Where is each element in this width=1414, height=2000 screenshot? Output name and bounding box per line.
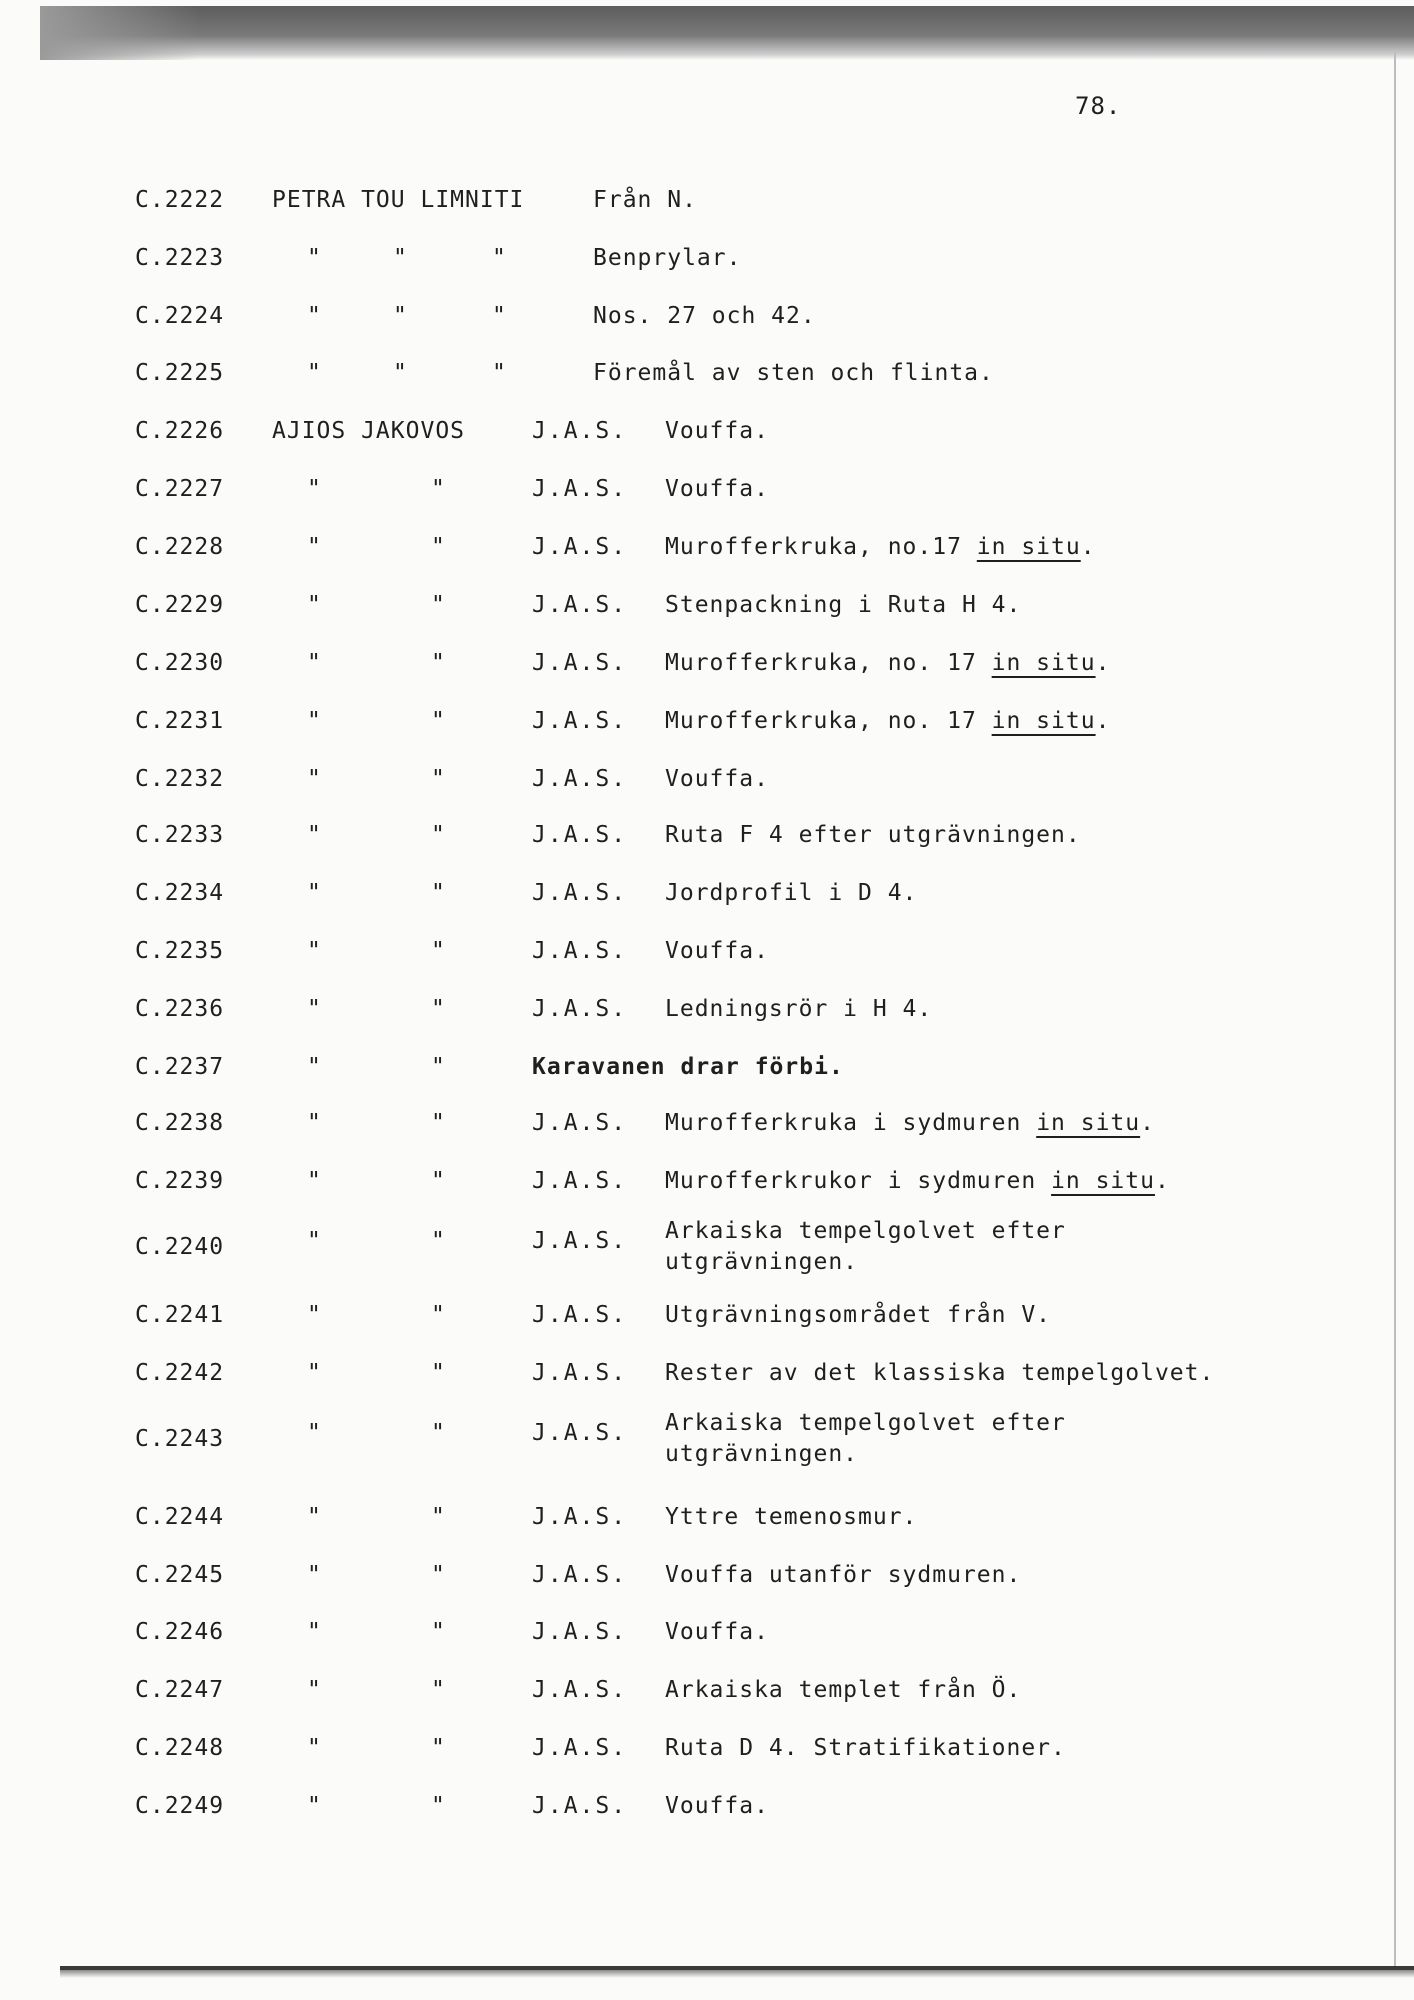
entry-number: C.2224 [135, 303, 225, 329]
ditto-mark: " [307, 996, 321, 1022]
entry-source: J.A.S. [532, 1228, 628, 1254]
catalogue-entry [0, 416, 1414, 468]
ditto-mark: " [393, 303, 407, 329]
entry-source: J.A.S. [532, 880, 628, 906]
catalogue-entry [0, 1617, 1414, 1669]
entry-source: J.A.S. [532, 1677, 628, 1703]
ditto-mark: " [431, 476, 445, 502]
description-tail: . [1080, 534, 1096, 560]
entry-source: J.A.S. [532, 1619, 628, 1645]
entry-source: J.A.S. [532, 1420, 628, 1446]
ditto-mark: " [307, 766, 321, 792]
catalogue-entry [0, 358, 1414, 410]
catalogue-entry [0, 185, 1414, 237]
description-text: Murofferkrukor i sydmuren [665, 1168, 1052, 1194]
catalogue-entry [0, 243, 1414, 295]
entry-description: Vouffa. [665, 1619, 769, 1645]
in-situ-underlined: in situ [1051, 1168, 1155, 1194]
entry-source: J.A.S. [532, 708, 628, 734]
ditto-mark: " [307, 1420, 321, 1446]
ditto-mark: " [431, 1504, 445, 1530]
entry-number: C.2230 [135, 650, 225, 676]
catalogue-entry [0, 1166, 1414, 1218]
entry-description: Benprylar. [593, 245, 742, 271]
entry-source: J.A.S. [532, 650, 628, 676]
entry-description: Vouffa. [665, 938, 769, 964]
entry-number: C.2231 [135, 708, 225, 734]
ditto-mark: " [307, 592, 321, 618]
entry-number: C.2227 [135, 476, 225, 502]
entry-number: C.2240 [135, 1234, 225, 1260]
description-text: Murofferkruka, no. 17 [665, 708, 992, 734]
ditto-mark: " [431, 1677, 445, 1703]
catalogue-entry [0, 648, 1414, 700]
page-number: 78. [1075, 92, 1122, 120]
description-tail: . [1140, 1110, 1155, 1136]
catalogue-entry [0, 706, 1414, 758]
ditto-mark: " [431, 1793, 445, 1819]
entry-number: C.2225 [135, 360, 225, 386]
catalogue-entry [0, 1560, 1414, 1612]
entry-description [665, 1108, 1155, 1139]
entry-description [665, 1166, 1170, 1197]
ditto-mark: " [431, 938, 445, 964]
entry-description: Ruta F 4 efter utgrävningen. [665, 822, 1081, 848]
catalogue-entry [0, 1358, 1414, 1410]
entry-number: C.2241 [135, 1302, 225, 1328]
ditto-mark: " [307, 822, 321, 848]
catalogue-entry [0, 1108, 1414, 1160]
ditto-mark: " [307, 880, 321, 906]
ditto-mark: " [492, 245, 506, 271]
entry-description: Stenpackning i Ruta H 4. [665, 592, 1022, 618]
entry-source: J.A.S. [532, 1735, 628, 1761]
ditto-mark: " [431, 996, 445, 1022]
entry-description: Vouffa. [665, 476, 769, 502]
catalogue-entry [0, 1300, 1414, 1352]
entry-description: Arkaiska tempelgolvet efter utgrävningen. [665, 1218, 1066, 1275]
entry-source: J.A.S. [532, 1562, 628, 1588]
ditto-mark: " [307, 1619, 321, 1645]
ditto-mark: " [431, 1110, 445, 1136]
ditto-mark: " [307, 1228, 321, 1254]
description-text: Murofferkruka i sydmuren [665, 1110, 1037, 1136]
entry-number: C.2248 [135, 1735, 225, 1761]
ditto-mark: " [307, 534, 321, 560]
ditto-mark: " [307, 1360, 321, 1386]
ditto-mark: " [431, 592, 445, 618]
ditto-mark: " [307, 1168, 321, 1194]
entry-description: Yttre temenosmur. [665, 1504, 918, 1530]
catalogue-entry [0, 994, 1414, 1046]
entry-source: J.A.S. [532, 534, 628, 560]
ditto-mark: " [307, 1562, 321, 1588]
catalogue-entry [0, 1052, 1414, 1104]
description-tail: . [1154, 1168, 1170, 1194]
entry-number: C.2239 [135, 1168, 225, 1194]
entry-number: C.2249 [135, 1793, 225, 1819]
ditto-mark: " [431, 1619, 445, 1645]
catalogue-entry [0, 1502, 1414, 1554]
entry-source: J.A.S. [532, 822, 628, 848]
ditto-mark: " [307, 1110, 321, 1136]
in-situ-underlined: in situ [991, 708, 1096, 734]
catalogue-entry [0, 1733, 1414, 1785]
entry-source: J.A.S. [532, 766, 628, 792]
entry-source: J.A.S. [532, 1360, 628, 1386]
description-text: Murofferkruka, no.17 [665, 534, 977, 560]
entry-source: J.A.S. [532, 476, 628, 502]
entry-description: Jordprofil i D 4. [665, 880, 918, 906]
ditto-mark: " [492, 360, 506, 386]
ditto-mark: " [431, 1302, 445, 1328]
ditto-mark: " [307, 1735, 321, 1761]
ditto-mark: " [431, 1168, 445, 1194]
entry-source: J.A.S. [532, 418, 628, 444]
entry-description [665, 648, 1110, 679]
entry-description: Arkaiska tempelgolvet efter utgrävningen. [665, 1410, 1066, 1467]
entry-source: J.A.S. [532, 938, 628, 964]
catalogue-entry [0, 936, 1414, 988]
entry-description: Vouffa. [665, 418, 769, 444]
entry-number: C.2244 [135, 1504, 225, 1530]
ditto-mark: " [393, 360, 407, 386]
ditto-mark: " [431, 766, 445, 792]
entry-number: C.2229 [135, 592, 225, 618]
in-situ-underlined: in situ [1036, 1110, 1141, 1136]
catalogue-entry [0, 820, 1414, 872]
entry-description: Nos. 27 och 42. [593, 303, 816, 329]
ditto-mark: " [307, 650, 321, 676]
entry-description: Från N. [593, 187, 697, 213]
entry-number: C.2233 [135, 822, 225, 848]
entry-number: C.2228 [135, 534, 225, 560]
ditto-mark: " [307, 360, 321, 386]
ditto-mark: " [431, 822, 445, 848]
ditto-mark: " [307, 938, 321, 964]
entry-source: J.A.S. [532, 592, 628, 618]
ditto-mark: " [431, 534, 445, 560]
entry-number: C.2237 [135, 1054, 225, 1080]
in-situ-underlined: in situ [991, 650, 1096, 676]
entry-description: Utgrävningsområdet från V. [665, 1302, 1052, 1328]
ditto-mark: " [431, 1228, 445, 1254]
entry-description [665, 532, 1096, 563]
entry-number: C.2247 [135, 1677, 225, 1703]
catalogue-entry [0, 1791, 1414, 1843]
catalogue-entry [0, 532, 1414, 584]
entry-number: C.2242 [135, 1360, 225, 1386]
ditto-mark: " [431, 1054, 445, 1080]
entry-description: Ruta D 4. Stratifikationer. [665, 1735, 1066, 1761]
in-situ-underlined: in situ [976, 534, 1081, 560]
ditto-mark: " [431, 1360, 445, 1386]
entry-number: C.2246 [135, 1619, 225, 1645]
ditto-mark: " [307, 245, 321, 271]
entry-description: Vouffa. [665, 766, 769, 792]
ditto-mark: " [431, 1562, 445, 1588]
site-name: AJIOS JAKOVOS [272, 418, 466, 444]
entry-number: C.2245 [135, 1562, 225, 1588]
description-tail: . [1095, 650, 1111, 676]
entry-description: Karavanen drar förbi. [532, 1054, 844, 1080]
entry-description: Föremål av sten och flinta. [593, 360, 994, 386]
ditto-mark: " [393, 245, 407, 271]
entry-source: J.A.S. [532, 1110, 628, 1136]
catalogue-entry [0, 878, 1414, 930]
ditto-mark: " [492, 303, 506, 329]
catalogue-entry [0, 1675, 1414, 1727]
entry-description: Vouffa. [665, 1793, 769, 1819]
catalogue-entry [0, 1408, 1414, 1488]
entry-number: C.2222 [135, 187, 225, 213]
entry-description [665, 706, 1110, 737]
ditto-mark: " [307, 1677, 321, 1703]
entry-source: J.A.S. [532, 996, 628, 1022]
ditto-mark: " [431, 1735, 445, 1761]
entry-description: Ledningsrör i H 4. [665, 996, 933, 1022]
ditto-mark: " [307, 1302, 321, 1328]
entry-number: C.2236 [135, 996, 225, 1022]
site-name: PETRA TOU LIMNITI [272, 187, 525, 213]
entry-number: C.2243 [135, 1426, 225, 1452]
ditto-mark: " [307, 303, 321, 329]
ditto-mark: " [307, 1054, 321, 1080]
entry-number: C.2232 [135, 766, 225, 792]
ditto-mark: " [431, 880, 445, 906]
description-tail: . [1095, 708, 1111, 734]
ditto-mark: " [307, 1793, 321, 1819]
catalogue-entry [0, 301, 1414, 353]
ditto-mark: " [431, 708, 445, 734]
entry-source: J.A.S. [532, 1168, 628, 1194]
entry-source: J.A.S. [532, 1793, 628, 1819]
ditto-mark: " [431, 650, 445, 676]
entry-description: Vouffa utanför sydmuren. [665, 1562, 1022, 1588]
catalogue-entry [0, 1216, 1414, 1296]
entry-description: Arkaiska templet från Ö. [665, 1677, 1022, 1703]
entry-number: C.2234 [135, 880, 225, 906]
ditto-mark: " [307, 708, 321, 734]
catalogue-entry [0, 590, 1414, 642]
entry-number: C.2226 [135, 418, 225, 444]
ditto-mark: " [307, 1504, 321, 1530]
entry-number: C.2238 [135, 1110, 225, 1136]
description-text: Murofferkruka, no. 17 [665, 650, 992, 676]
entry-number: C.2223 [135, 245, 225, 271]
ditto-mark: " [431, 1420, 445, 1446]
catalogue-entry [0, 474, 1414, 526]
entry-number: C.2235 [135, 938, 225, 964]
entry-source: J.A.S. [532, 1302, 628, 1328]
entry-source: J.A.S. [532, 1504, 628, 1530]
ditto-mark: " [307, 476, 321, 502]
entry-description: Rester av det klassiska tempelgolvet. [665, 1360, 1215, 1386]
catalogue-entry [0, 764, 1414, 816]
